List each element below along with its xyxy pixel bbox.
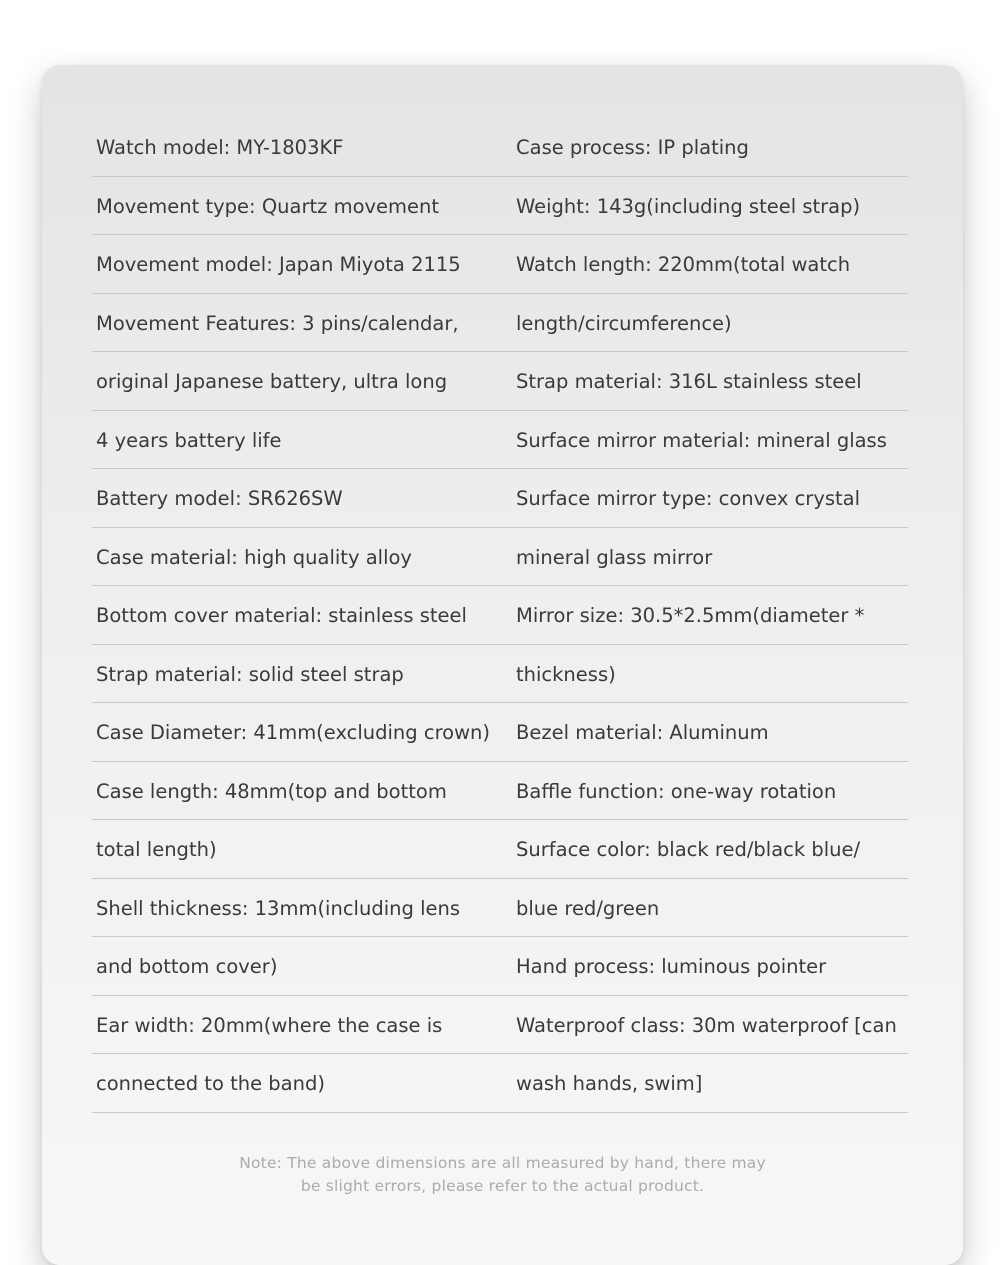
disclaimer-note bbox=[42, 1152, 963, 1198]
spec-row bbox=[92, 1054, 908, 1113]
spec-left: Ear width: 20mm(where the case is bbox=[96, 1013, 443, 1037]
spec-right: wash hands, swim] bbox=[516, 1072, 703, 1096]
spec-left: Case length: 48mm(top and bottom bbox=[96, 779, 447, 803]
spec-left: 4 years battery life bbox=[96, 428, 282, 452]
spec-row bbox=[92, 411, 908, 470]
spec-table bbox=[92, 118, 908, 1113]
spec-right: mineral glass mirror bbox=[516, 545, 713, 569]
spec-row bbox=[92, 820, 908, 879]
spec-row bbox=[92, 703, 908, 762]
spec-row bbox=[92, 118, 908, 177]
spec-right: thickness) bbox=[516, 662, 616, 686]
note-line-1: Note: The above dimensions are all measured by hand, there may bbox=[239, 1154, 766, 1172]
spec-left: total length) bbox=[96, 838, 217, 862]
spec-row bbox=[92, 645, 908, 704]
spec-right: blue red/green bbox=[516, 896, 660, 920]
spec-row bbox=[92, 294, 908, 353]
spec-right: Hand process: luminous pointer bbox=[516, 955, 827, 979]
spec-row bbox=[92, 586, 908, 645]
spec-right: Bezel material: Aluminum bbox=[516, 721, 769, 745]
spec-row bbox=[92, 177, 908, 236]
spec-right: Weight: 143g(including steel strap) bbox=[516, 194, 861, 218]
spec-left: original Japanese battery, ultra long bbox=[96, 370, 448, 394]
spec-right: Watch length: 220mm(total watch bbox=[516, 253, 851, 277]
spec-left: and bottom cover) bbox=[96, 955, 278, 979]
spec-left: Movement Features: 3 pins/calendar, bbox=[96, 311, 459, 335]
spec-right: Surface color: black red/black blue/ bbox=[516, 838, 861, 862]
spec-row bbox=[92, 879, 908, 938]
spec-right: Waterproof class: 30m waterproof [can bbox=[516, 1013, 897, 1037]
spec-left: Shell thickness: 13mm(including lens bbox=[96, 896, 460, 920]
spec-right: Mirror size: 30.5*2.5mm(diameter * bbox=[516, 604, 865, 628]
spec-row bbox=[92, 352, 908, 411]
spec-left: Bottom cover material: stainless steel bbox=[96, 604, 467, 628]
spec-row bbox=[92, 762, 908, 821]
spec-row bbox=[92, 469, 908, 528]
spec-row bbox=[92, 996, 908, 1055]
spec-right: Case process: IP plating bbox=[516, 136, 749, 160]
spec-left: Movement model: Japan Miyota 2115 bbox=[96, 253, 461, 277]
note-line-2: be slight errors, please refer to the actual product. bbox=[300, 1177, 705, 1195]
spec-row bbox=[92, 937, 908, 996]
spec-row bbox=[92, 528, 908, 587]
spec-left: Strap material: solid steel strap bbox=[96, 662, 404, 686]
spec-right: length/circumference) bbox=[516, 311, 732, 335]
spec-left: Battery model: SR626SW bbox=[96, 487, 343, 511]
spec-left: Case Diameter: 41mm(excluding crown) bbox=[96, 721, 491, 745]
spec-right: Surface mirror material: mineral glass bbox=[516, 428, 887, 452]
spec-left: Case material: high quality alloy bbox=[96, 545, 412, 569]
spec-right: Baffle function: one-way rotation bbox=[516, 779, 837, 803]
spec-row bbox=[92, 235, 908, 294]
spec-right: Strap material: 316L stainless steel bbox=[516, 370, 862, 394]
spec-left: Watch model: MY-1803KF bbox=[96, 136, 344, 160]
spec-right: Surface mirror type: convex crystal bbox=[516, 487, 861, 511]
spec-left: connected to the band) bbox=[96, 1072, 325, 1096]
spec-left: Movement type: Quartz movement bbox=[96, 194, 440, 218]
